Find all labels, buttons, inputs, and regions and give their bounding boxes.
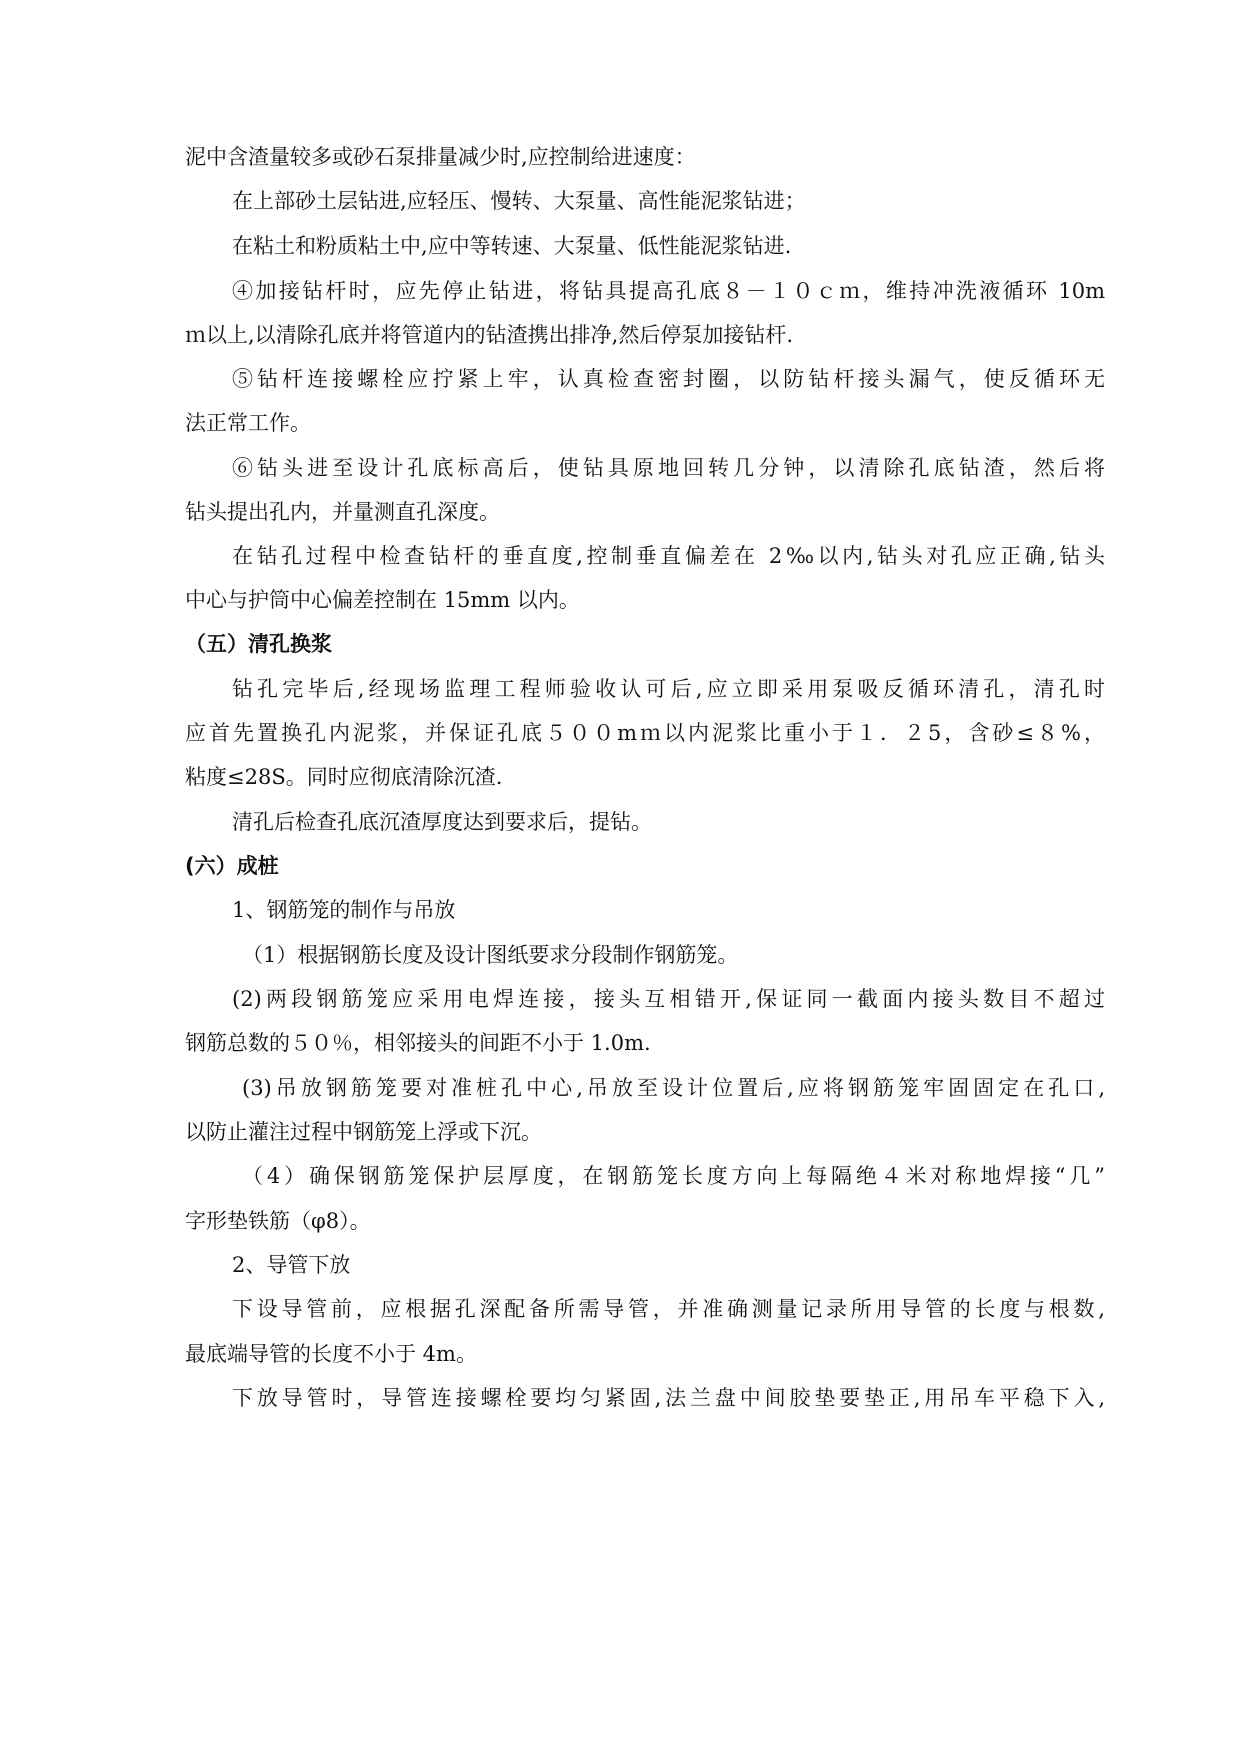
paragraph-line: 钻头提出孔内，并量测直孔深度。 [185, 500, 500, 524]
paragraph-line: 在上部砂土层钻进,应轻压、慢转、大泵量、高性能泥浆钻进； [232, 189, 806, 213]
paragraph-line: (2)两段钢筋笼应采用电焊连接，接头互相错开,保证同一截面内接头数目不超过 [232, 987, 1105, 1011]
paragraph-line: ｍ以上,以清除孔底并将管道内的钻渣携出排净,然后停泵加接钻杆. [185, 323, 794, 347]
paragraph-line: 中心与护筒中心偏差控制在 15mm 以内。 [185, 588, 580, 612]
paragraph-line: 下放导管时，导管连接螺栓要均匀紧固,法兰盘中间胶垫要垫正,用吊车平稳下入, [232, 1386, 1105, 1410]
paragraph-line: （1）根据钢筋长度及设计图纸要求分段制作钢筋笼。 [242, 943, 739, 967]
paragraph-line: ⑤钻杆连接螺栓应拧紧上牢，认真检查密封圈，以防钻杆接头漏气，使反循环无 [232, 367, 1105, 391]
paragraph-line: ⑥钻头进至设计孔底标高后，使钻具原地回转几分钟，以清除孔底钻渣，然后将 [232, 456, 1105, 480]
paragraph-line: 字形垫铁筋（φ8）。 [185, 1209, 371, 1233]
section-heading: (六）成桩 [185, 854, 279, 878]
paragraph-line: 在钻孔过程中检查钻杆的垂直度,控制垂直偏差在 2‰以内,钻头对孔应正确,钻头 [232, 544, 1105, 568]
paragraph-line: 1、钢筋笼的制作与吊放 [232, 898, 456, 922]
paragraph-line: 钢筋总数的５０％，相邻接头的间距不小于 1.0m. [185, 1031, 651, 1055]
paragraph-line: 最底端导管的长度不小于 4m。 [185, 1342, 477, 1366]
section-heading: （五）清孔换浆 [185, 632, 332, 656]
paragraph-line: 下设导管前，应根据孔深配备所需导管，并准确测量记录所用导管的长度与根数, [232, 1297, 1105, 1321]
paragraph-line: 应首先置换孔内泥浆，并保证孔底５００mｍ以内泥浆比重小于１．２5，含砂≤８%， [185, 721, 1105, 745]
paragraph-line: 2、导管下放 [232, 1253, 351, 1277]
paragraph-line: 以防止灌注过程中钢筋笼上浮或下沉。 [185, 1120, 542, 1144]
paragraph-line: 清孔后检查孔底沉渣厚度达到要求后，提钻。 [232, 810, 652, 834]
paragraph-line: 粘度≤28S。同时应彻底清除沉渣. [185, 765, 503, 789]
paragraph-line: 在粘土和粉质粘土中,应中等转速、大泵量、低性能泥浆钻进. [232, 234, 792, 258]
paragraph-line: ④加接钻杆时，应先停止钻进，将钻具提高孔底８－１０ｃｍ，维持冲洗液循环 10m [232, 279, 1105, 303]
paragraph-line: (3)吊放钢筋笼要对准桩孔中心,吊放至设计位置后,应将钢筋笼牢固固定在孔口, [242, 1076, 1105, 1100]
paragraph-line: 钻孔完毕后,经现场监理工程师验收认可后,应立即采用泵吸反循环清孔，清孔时 [232, 677, 1105, 701]
paragraph-line: （4）确保钢筋笼保护层厚度，在钢筋笼长度方向上每隔绝４米对称地焊接“几” [242, 1164, 1105, 1188]
paragraph-line: 泥中含渣量较多或砂石泵排量减少时,应控制给进速度： [185, 145, 696, 169]
paragraph-line: 法正常工作。 [185, 411, 311, 435]
